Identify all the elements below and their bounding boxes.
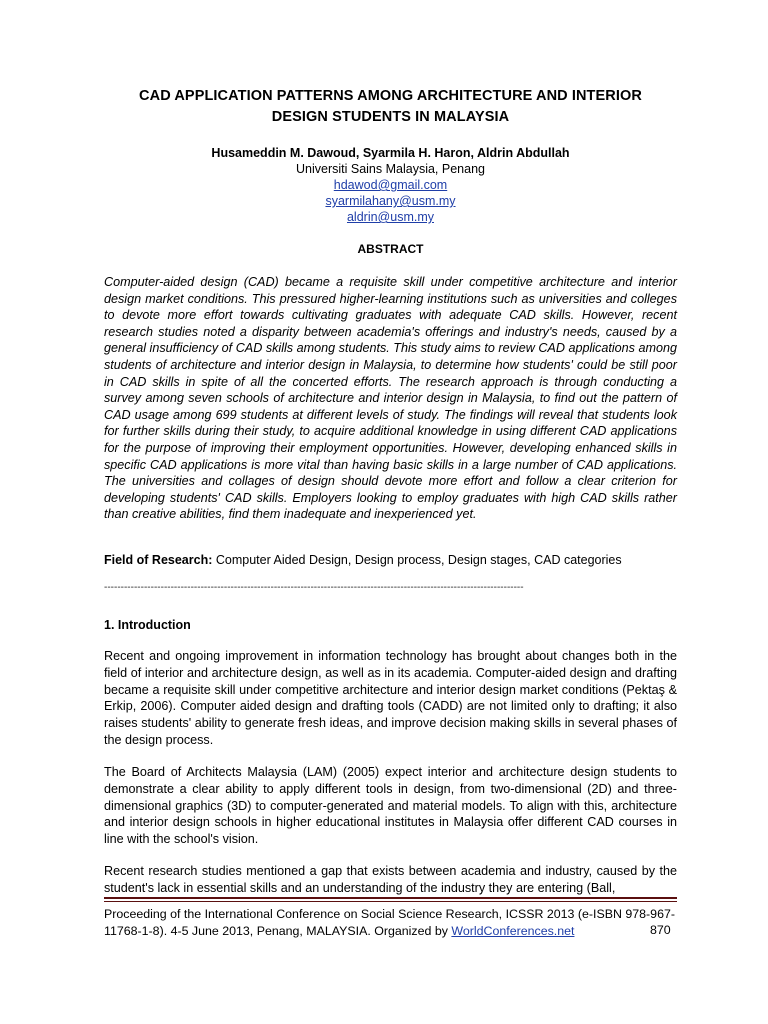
footer-text: Proceeding of the International Conference on Social Science Research, ICSSR 2013 (e-ISBN 978-967-11768-1-8). 4-5 June 2013, Penang, MALAYSIA. Organized by xyxy=(104,907,675,938)
field-value: Computer Aided Design, Design process, Design stages, CAD categories xyxy=(215,553,622,567)
abstract-text: Computer-aided design (CAD) became a requisite skill under competitive architecture and interior design market conditions. This pressured higher-learning institutions such as universities and colleges to devote more effort towards cultivating graduates with adequate CAD skills. However, recent research studies noted a disparity between academia's offerings and industry's needs, caused by a general insufficiency of CAD skills among students. This study aims to review CAD applications among students of architecture and interior design in Malaysia, to determine how students' could be still poor in CAD skills in spite of all the concerted efforts. The research approach is through conducting a survey among seven schools of architecture and interior design in Malaysia, to find out the pattern of CAD usage among 699 students at different levels of study. The findings will reveal that students look for further skills during their study, to acquire additional knowledge in using different CAD applications for the purpose of improving their employment opportunities. However, developing enhanced skills in specific CAD applications is more vital than having basic skills in a large number of CAD applications. The universities and collages of design should devote more effort and follow a clear criterion for developing students' CAD skills. Employers looking to employ graduates with high CAD skills rather than creative abilities, find them inadequate and inexperienced yet. xyxy=(104,275,677,522)
email-link-3[interactable]: aldrin@usm.my xyxy=(346,210,434,224)
email-link-2[interactable]: syarmilahany@usm.my xyxy=(325,194,456,208)
footer xyxy=(104,906,677,940)
separator-line: ------------------------------------------------------------------------------------------------------------------------------ xyxy=(104,582,524,593)
footer-rule-thin xyxy=(104,901,677,902)
abstract-heading: ABSTRACT xyxy=(357,242,424,256)
author-names: Husameddin M. Dawoud, Syarmila H. Haron, Aldrin Abdullah xyxy=(211,146,570,160)
title-line-2: DESIGN STUDENTS IN MALAYSIA xyxy=(271,109,510,125)
footer-rule-thick xyxy=(104,897,677,899)
paragraph-3: Recent research studies mentioned a gap that exists between academia and industry, caused by the student's lack in essential skills and an understanding of the industry they are entering (Ball, xyxy=(104,864,677,895)
page-number: 870 xyxy=(650,923,671,937)
email-link-1[interactable]: hdawod@gmail.com xyxy=(333,178,448,192)
paragraph-2: The Board of Architects Malaysia (LAM) (2005) expect interior and architecture design students to demonstrate a clear ability to apply different tools in design, from two-dimensional (2D) and three-dimensional graphics (3D) to computer-generated and material models. To align with this, architecture and interior design schools in higher educational institutes in Malaysia offer different CAD courses in line with the school's vision. xyxy=(104,765,677,847)
field-of-research xyxy=(104,552,677,568)
field-label: Field of Research: xyxy=(104,553,213,567)
footer-link[interactable]: WorldConferences.net xyxy=(451,924,575,938)
author-block xyxy=(104,145,677,225)
title-line-1: CAD APPLICATION PATTERNS AMONG ARCHITECTURE AND INTERIOR xyxy=(139,88,642,104)
affiliation: Universiti Sains Malaysia, Penang xyxy=(296,162,485,176)
paper-title xyxy=(104,86,677,128)
paragraph-1: Recent and ongoing improvement in information technology has brought about changes both in the field of interior and architecture design, as well as in its academia. Computer-aided design and drafting became a requisite skill under competitive architecture and interior design market conditions (Pektaş & Erkip, 2006). Computer aided design and drafting tools (CADD) are not limited only to drafting; it also raises students' ability to generate fresh ideas, and improve decision making skills in several phases of the design process. xyxy=(104,649,677,747)
section-heading: 1. Introduction xyxy=(104,618,191,632)
